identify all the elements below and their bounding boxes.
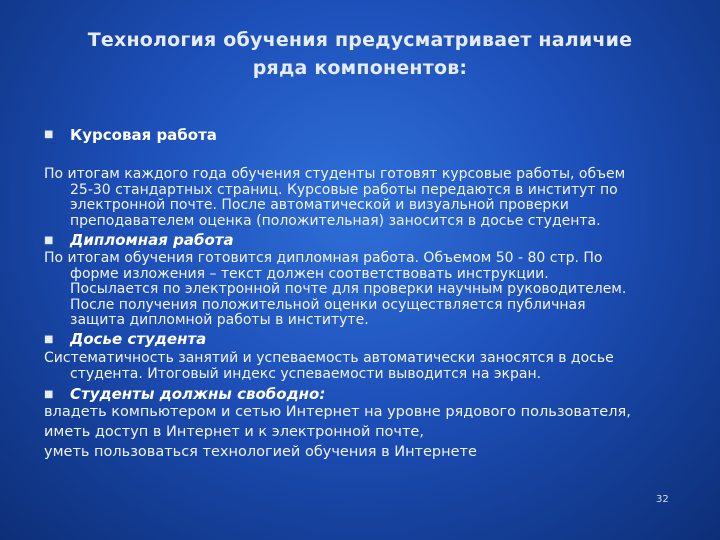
bullet-icon: ■ <box>44 129 54 140</box>
diploma-line-1: По итогам обучения готовится дипломная работа. Объемом 50 - 80 стр. По <box>44 250 603 266</box>
slide-title-line-2: ряда компонентов: <box>252 57 468 79</box>
skills-line-3: уметь пользоваться технологией обучения в Интернете <box>44 444 477 460</box>
diploma-paragraph <box>44 251 694 329</box>
diploma-heading: Дипломная работа <box>70 231 234 249</box>
slide-title-line-1: Технология обучения предусматривает наличие <box>87 29 633 51</box>
dossier-line-1: Систематичность занятий и успеваемость автоматически заносятся в досье <box>44 350 614 366</box>
diploma-line-5: защита дипломной работы в институте. <box>70 312 369 328</box>
bullet-icon: ■ <box>44 334 54 345</box>
bullet-icon: ■ <box>44 389 54 400</box>
dossier-line-2: студента. Итоговый индекс успеваемости выводится на экран. <box>70 365 542 382</box>
coursework-line-3: электронной почте. После автоматической и визуальной проверки <box>70 197 569 213</box>
dossier-paragraph <box>44 351 694 382</box>
skills-list <box>44 402 704 462</box>
page-number: 32 <box>656 494 669 505</box>
coursework-line-4: преподавателем оценка (положительная) заносится в досье студента. <box>70 212 601 229</box>
skills-line-1: владеть компьютером и сетью Интернет на уровне рядового пользователя, <box>44 404 631 420</box>
slide-title <box>60 26 660 82</box>
dossier-heading: Досье студента <box>70 330 207 348</box>
coursework-line-1: По итогам каждого года обучения студенты готовят курсовые работы, объем <box>44 166 626 182</box>
diploma-line-3: Посылается по электронной почте для проверки научным руководителем. <box>70 281 627 297</box>
diploma-line-4: После получения положительной оценки осуществляется публичная <box>70 296 586 313</box>
coursework-line-2: 25-30 стандартных страниц. Курсовые работы передаются в институт по <box>70 181 618 198</box>
coursework-heading: Курсовая работа <box>70 126 217 144</box>
bullet-icon: ■ <box>44 235 54 246</box>
skills-line-2: иметь доступ в Интернет и к электронной почте, <box>44 424 424 440</box>
coursework-paragraph <box>44 167 694 229</box>
skills-heading: Студенты должны свободно: <box>70 385 326 403</box>
diploma-line-2: форме изложения – текст должен соответствовать инструкции. <box>70 265 549 282</box>
